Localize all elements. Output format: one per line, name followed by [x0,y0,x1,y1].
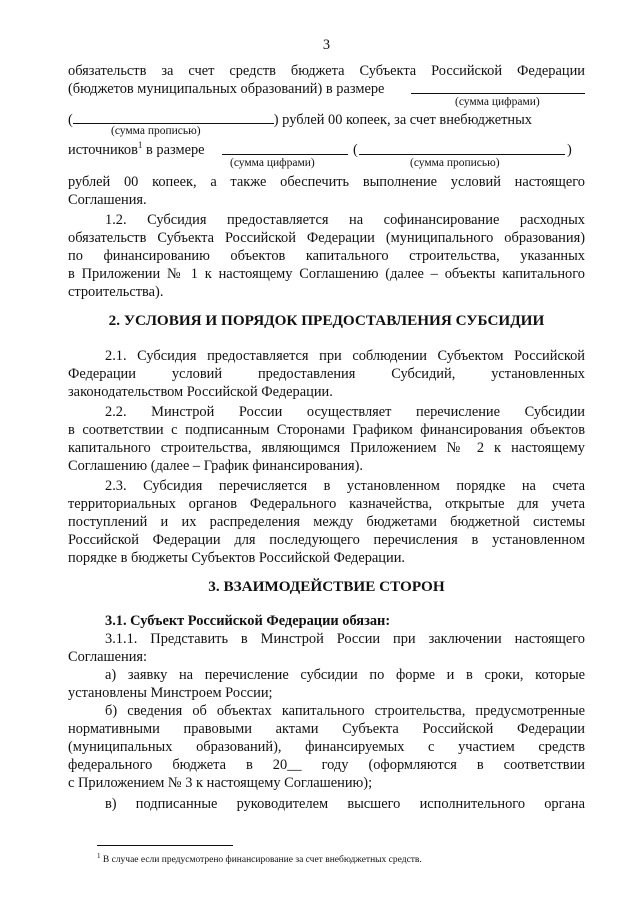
text-line: нормативными правовыми актами Субъекта Российской Федерации [68,721,585,737]
text-fragment: в размере [142,142,205,158]
bracket: ( [68,112,73,128]
footnote-mark: 1 [97,851,101,860]
text-line: Федерации условий предоставления Субсидий, установленных [68,366,585,382]
blank-amount-words [359,141,565,155]
text-line: установлены Минстроем России; [68,685,273,701]
text-line: в Приложении № 1 к настоящему Соглашению (далее – объекты капитального [68,266,585,282]
blank-amount-words [73,110,274,124]
text-line: капитального строительства, являющимся Приложением № 2 к настоящему [68,440,585,456]
footnote [97,851,422,866]
text-line: законодательством Российской Федерации. [68,384,333,400]
text-line: 3.1.1. Представить в Минстрой России при заключении настоящего [105,631,585,647]
text-fragment: ) рублей 00 копеек, за счет внебюджетных [273,112,532,128]
text-line: Соглашения: [68,649,148,665]
text-line [68,141,585,159]
footnote-ref: 1 [137,140,143,151]
text-line: обязательств Субъекта Российской Федерации (муниципального образования) [68,230,585,246]
subsection-heading: 3.1. Субъект Российской Федерации обязан: [105,613,391,629]
text-fragment: источников [68,142,138,158]
text-line: 2.1. Субсидия предоставляется при соблюдении Субъектом Российской [105,348,585,364]
text-line: территориальных органов Федерального казначейства, открытые для учета [68,496,585,512]
text-line: Соглашения. [68,192,147,208]
text-line: федерального бюджета в 20__ году (оформляются в соответствии [68,757,585,773]
field-caption: (сумма прописью) [111,125,201,137]
text-line: 2.2. Минстрой России осуществляет перечисление Субсидии [105,404,585,420]
text-line: порядке в бюджеты Субъектов Российской Федерации. [68,550,406,566]
field-caption: (сумма прописью) [410,157,500,169]
bracket: ) [567,142,572,158]
text-line: в) подписанные руководителем высшего исполнительного органа [105,796,585,812]
text-line: строительства). [68,284,164,300]
text-line: а) заявку на перечисление субсидии по форме и в сроки, которые [105,667,585,683]
field-caption: (сумма цифрами) [230,157,315,169]
text-line: рублей 00 копеек, а также обеспечить выполнение условий настоящего [68,174,585,190]
text-line: с Приложением № 3 к настоящему Соглашению); [68,775,373,791]
section-heading: 3. ВЗАИМОДЕЙСТВИЕ СТОРОН [208,578,445,595]
section-heading: 2. УСЛОВИЯ И ПОРЯДОК ПРЕДОСТАВЛЕНИЯ СУБСИДИИ [108,312,545,329]
text-line: в соответствии с подписанным Сторонами Графиком финансирования объектов [68,422,585,438]
text-line: (муниципальных образований), финансируемых с участием средств [68,739,585,755]
text-line: поступлений и их распределения между бюджетами бюджетной системы [68,514,585,530]
text-line: 2.3. Субсидия перечисляется в установленном порядке на счета [105,478,585,494]
text-line: Российской Федерации для последующего перечисления в установленном [68,532,585,548]
text-line: по финансированию объектов капитального строительства, указанных [68,248,585,264]
field-caption: (сумма цифрами) [455,96,540,108]
text-line: Соглашению (далее – График финансирования). [68,458,364,474]
page-number: 3 [322,37,331,53]
text-fragment: (бюджетов муниципальных образований) в размере [68,81,385,97]
footnote-rule [97,845,233,846]
text-line: 1.2. Субсидия предоставляется на софинансирование расходных [105,212,585,228]
blank-amount-digits [222,141,348,155]
bracket: ( [353,142,358,158]
footnote-text: В случае если предусмотрено финансирование за счет внебюджетных средств. [100,855,422,865]
text-line: обязательств за счет средств бюджета Субъекта Российской Федерации [68,63,585,79]
blank-amount-digits [411,80,585,94]
text-line: б) сведения об объектах капитального строительства, предусмотренные [105,703,585,719]
